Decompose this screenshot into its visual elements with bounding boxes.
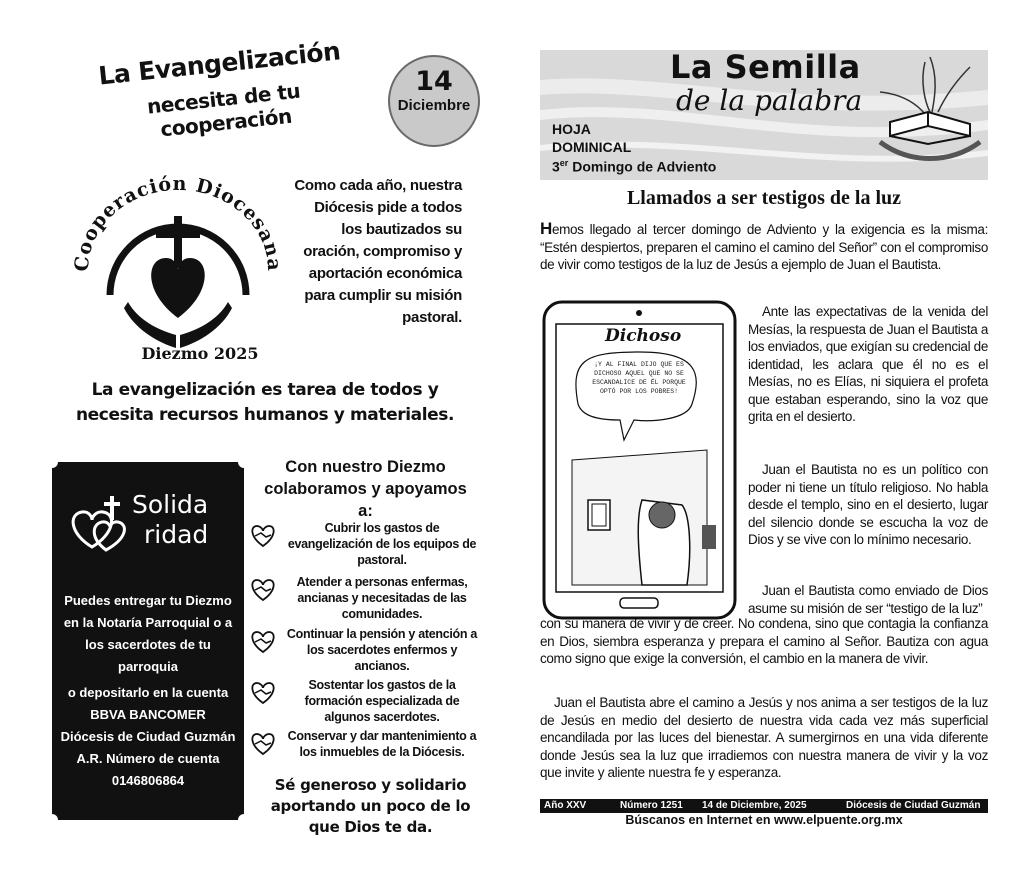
diezmo-label: Diezmo 2025 (141, 344, 259, 363)
account-number: 0146806864 (111, 773, 185, 788)
handshake-heart-icon (248, 522, 278, 548)
item-text: Atender a personas enfermas, ancianas y necesitadas de las comunidades. (296, 575, 468, 621)
handshake-heart-icon (248, 576, 278, 602)
open-book-wheat-icon (870, 52, 986, 170)
website-link[interactable]: Búscanos en Internet en www.elpuente.org.mx (625, 813, 903, 827)
date-month: Diciembre (397, 97, 471, 114)
footer-number: Número 1251 (620, 800, 683, 811)
brand-subtitle: de la palabra (676, 84, 863, 117)
article-title: Llamados a ser testigos de la luz (626, 187, 902, 209)
cooperation-title: Con nuestro Diezmo colaboramos y apoyamos a: (264, 458, 467, 520)
hoja-label (552, 120, 631, 156)
logo-arc-text: Cooperación Diocesana (70, 172, 286, 273)
handshake-heart-icon (248, 679, 278, 705)
paragraph-2: Ante las expectativas de la venida del Mesías, la respuesta de Juan el Bautista a los enviados, que exigían su credencial de identidad, les aclara que él no es el Mesías, no es Elías, ni siquiera el profeta que estaban esperando, sino la voz que grita en el desierto. (748, 304, 988, 424)
list-item (248, 626, 478, 673)
paragraph-5: con su manera de vivir y de creer. No condena, sino que contagia la confianza en Dios, siembra esperanza y prepara el camino al Señor. Bautiza con agua como signo que exige la conversión, el cambio en la manera de vivir. (540, 616, 988, 666)
cartoon-title: Dichoso (605, 326, 682, 346)
item-text: Sostentar los gastos de la formación especializada de algunos sacerdotes. (304, 678, 460, 724)
footer-diocese: Diócesis de Ciudad Guzmán (846, 800, 981, 811)
list-item (248, 574, 478, 621)
date-day: 14 (415, 66, 453, 97)
brand-title: La Semilla (670, 48, 861, 86)
account-holder: Diócesis de Ciudad Guzmán (60, 729, 236, 744)
solidaridad-logo-line-1: Solida (132, 490, 209, 519)
paragraph-4: Juan el Bautista como enviado de Dios asume su misión de ser “testigo de la luz” (748, 583, 988, 616)
list-item (248, 728, 478, 768)
tagline: La evangelización es tarea de todos y necesita recursos humanos y materiales. (75, 380, 455, 425)
footer-bar (540, 799, 988, 813)
handshake-heart-icon (248, 628, 278, 654)
title-line-2: necesita de tu cooperación (145, 78, 302, 142)
sunday-name: Domingo de Adviento (568, 158, 717, 175)
intro-text: Como cada año, nuestra Diócesis pide a todos los bautizados su oración, compromiso y aportación económica para cumplir su misión pastoral. (294, 177, 462, 326)
item-text: Cubrir los gastos de evangelización de los equipos de pastoral. (287, 521, 477, 567)
item-text: Conservar y dar mantenimiento a los inmuebles de la Diócesis. (287, 729, 477, 759)
footer-date: 14 de Diciembre, 2025 (702, 800, 807, 811)
drop-cap: H (540, 219, 552, 238)
deposit-text-1: Puedes entregar tu Diezmo en la Notaría Parroquial o a los sacerdotes de tu parroquia (63, 593, 233, 674)
title-line-1: La Evangelización (97, 36, 342, 91)
deposit-text-2: o depositarlo en la cuenta (67, 685, 229, 700)
hoja-line-2: DOMINICAL (552, 139, 632, 155)
item-text: Continuar la pensión y atención a los sacerdotes enfermos y ancianos. (286, 627, 478, 673)
account-label: A.R. Número de cuenta (76, 751, 220, 766)
paragraph-1-text: emos llegado al tercer domingo de Adviento y la exigencia es la misma: “Estén despiertos, preparen el camino el camino del Señor” con el compromiso de vivir como testigos de la luz de Jesús a ejemplo de Juan el Bautista. (540, 222, 988, 272)
date-badge (388, 55, 480, 147)
handshake-heart-icon (248, 730, 278, 756)
cartoon-speech-bubble: ¡Y AL FINAL DIJO QUE ES DICHOSO AQUEL QUE NO SE ESCANDALICE DE ÉL PORQUE OPTÓ POR LOS POBRES! (592, 361, 686, 395)
paragraph-1 (540, 220, 988, 274)
hands-heart-icon (62, 492, 142, 562)
closing-text: Sé generoso y solidario aportando un poco de lo que Dios te da. (270, 776, 471, 836)
list-item (248, 520, 478, 567)
sunday-ordinal: 3 (552, 158, 560, 175)
bank-name: BBVA BANCOMER (90, 707, 206, 722)
cooperacion-diocesana-logo (68, 170, 288, 370)
sunday-label (552, 158, 716, 175)
footer-year: Año XXV (544, 800, 587, 811)
paragraph-3: Juan el Bautista no es un político con poder ni tiene un título religioso. No habla desde el templo, sino en el desierto, lugar del silencio donde se escucha la voz de Dios y se vive con lo mínimo necesario. (748, 462, 988, 547)
paragraph-6: Juan el Bautista abre el camino a Jesús y nos anima a ser testigos de la luz de Jesús en medio del desierto de nuestra vida cada vez más superficial encandilada por las luces del bienestar. A sumergirnos en una vida diferente donde Jesús sea la luz que irradiemos con nuestra manera de vivir y la voz que invite y aliente nuestra fe y esperanza. (540, 695, 988, 780)
cartoon-phone-illustration (542, 300, 737, 620)
solidaridad-logo-line-2: ridad (144, 520, 209, 549)
hoja-line-1: HOJA (552, 121, 591, 137)
list-item (248, 677, 478, 724)
sunday-ordinal-suffix: er (559, 158, 569, 168)
